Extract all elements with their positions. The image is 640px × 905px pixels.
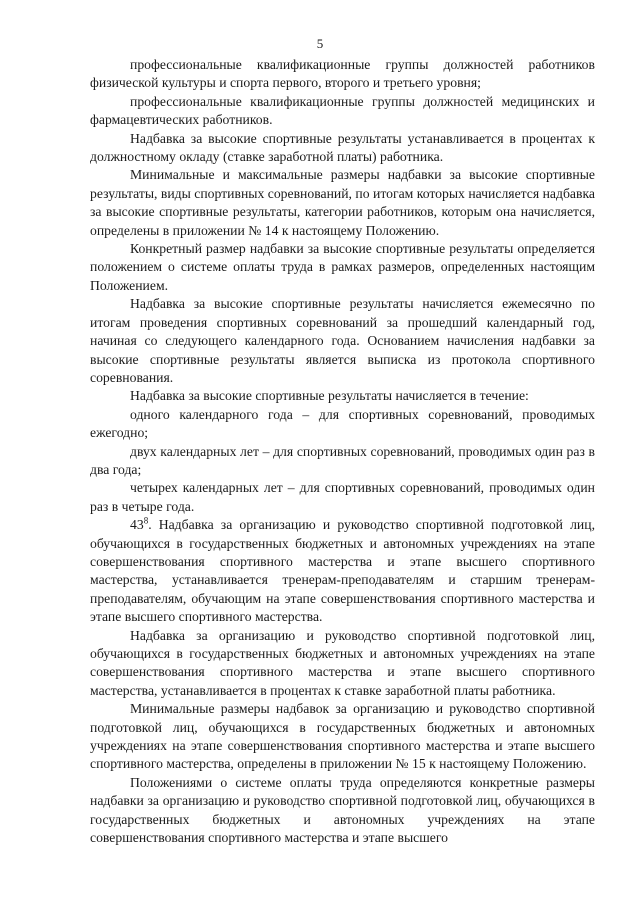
paragraph-duration-two-years: двух календарных лет – для спортивных соревнований, проводимых один раз в два года; [90,443,595,477]
paragraph-org-bonus-specific: Положениями о системе оплаты труда определяются конкретные размеры надбавки за организацию и руководство спортивной подготовкой лиц, обучающихся в государственных бюджетных и автономных учреждениях на этапе совершенствования спортивного мастерства и этапе высшего [90,774,595,846]
paragraph-pkg-sport: профессиональные квалификационные группы должностей работников физической культуры и спорта первого, второго и третьего уровня; [90,57,595,91]
clause-superscript: 8 [143,515,149,526]
paragraph-bonus-specific: Конкретный размер надбавки за высокие спортивные результаты определяется положением о системе оплаты труда в рамках размеров, определенных настоящим Положением. [90,241,595,293]
clause-text: . Надбавка за организацию и руководство спортивной подготовкой лиц, обучающихся в государственных бюджетных и автономных учреждениях на этапе совершенствования спортивного мастерства и этапе высшего спортивного мастерства, устанавливается тренерам-преподавателям и старшим тренерам-преподавателям, обучающим на этапе совершенствования спортивного мастерства и этапе высшего спортивного мастерства. [90,517,595,625]
paragraph-duration-one-year: одного календарного года – для спортивных соревнований, проводимых ежегодно; [90,406,595,441]
paragraph-bonus-duration: Надбавка за высокие спортивные результаты начисляется в течение: [130,388,529,404]
paragraph-org-bonus-percent: Надбавка за организацию и руководство спортивной подготовкой лиц, обучающихся в государственных бюджетных и автономных учреждениях на этапе совершенствования спортивного мастерства и этапе высшего спортивного мастерства, устанавливается в процентах к ставке заработной платы работника. [90,627,595,698]
clause-43-8 [90,516,595,626]
paragraph-duration-four-years: четырех календарных лет – для спортивных соревнований, проводимых один раз в четыре года. [90,480,595,514]
paragraph-bonus-percent: Надбавка за высокие спортивные результаты устанавливается в процентах к должностному окладу (ставке заработной платы) работника. [90,130,595,165]
page-number: 5 [316,36,324,51]
paragraph-org-bonus-minimum: Минимальные размеры надбавок за организацию и руководство спортивной подготовкой лиц, обучающихся в государственных бюджетных и автономных учреждениях на этапе совершенствования спортивного мастерства и этапе высшего спортивного мастерства, определены в приложении № 15 к настоящему Положению. [90,701,595,772]
clause-number: 43 [130,517,144,533]
paragraph-bonus-monthly: Надбавка за высокие спортивные результаты начисляется ежемесячно по итогам проведения спортивных соревнований за прошедший календарный год, начиная со следующего календарного года. Основанием начисления надбавки за высокие спортивные результаты является выписка из протокола спортивного соревнования. [90,296,595,385]
paragraph-pkg-medical: профессиональные квалификационные группы должностей медицинских и фармацевтических работников. [90,93,595,128]
paragraph-bonus-ranges: Минимальные и максимальные размеры надбавки за высокие спортивные результаты, виды спортивных соревнований, по итогам которых начисляется надбавка за высокие спортивные результаты, категории работников, которым она начисляется, определены в приложении № 14 к настоящему Положению. [90,167,595,238]
document-body [90,56,595,847]
